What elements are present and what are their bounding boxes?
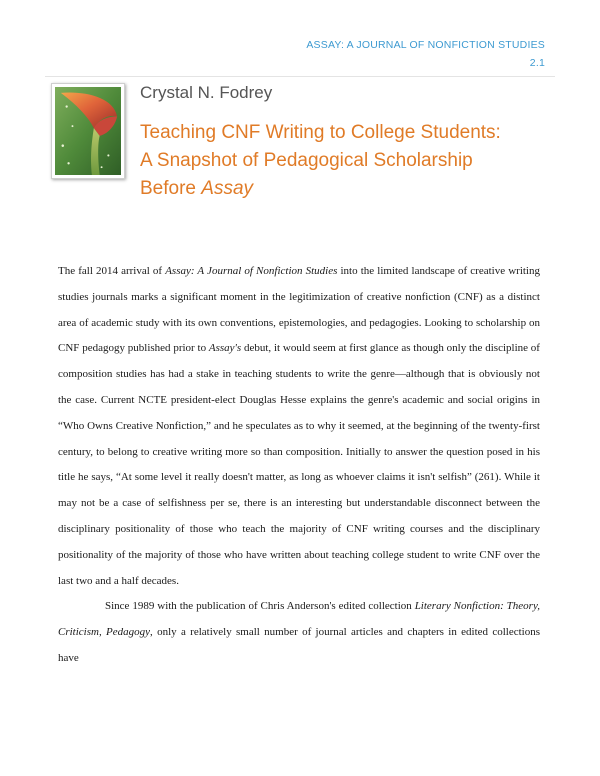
p1-journal-possessive: Assay's: [208, 342, 242, 355]
issue-number: 2.1: [529, 57, 545, 69]
header-divider: [45, 76, 555, 77]
author-photo: [51, 83, 125, 179]
p1-text-2: into the limited landscape of creative writing studies journals marks a significant moment in the legitimization of creative nonfiction (CNF) as a distinct area of academic study with its own conventions, epistemologies, and pedagogies. Looking to scholarship on CNF pedagogy published prior to: [58, 265, 540, 355]
paragraph-2: [58, 594, 540, 671]
journal-name: ASSAY: A JOURNAL OF NONFICTION STUDIES: [306, 39, 545, 51]
article-title: [140, 119, 540, 203]
title-line-3: [140, 175, 540, 203]
calla-lily-photo-icon: [55, 87, 121, 175]
title-line-3-prefix: Before: [140, 178, 202, 199]
paragraph-1: [58, 259, 540, 594]
p1-journal-title: Assay: A Journal of Nonfiction Studies: [165, 265, 338, 277]
title-line-2: A Snapshot of Pedagogical Scholarship: [140, 150, 473, 171]
running-head: [306, 36, 545, 72]
article-body: [58, 259, 540, 672]
p1-text-1: The fall 2014 arrival of: [58, 265, 166, 277]
p1-text-3: debut, it would seem at first glance as though only the discipline of composition studies has had a stake in teaching students to write the genre—although that is obviously not the case. Current NCTE president-elect Douglas Hesse explains the genre's academic and social origins in “Who Owns Creative Nonfiction,” and he speculates as to why it seemed, at the beginning of the twenty-first century, to belong to creative writing more so than composition. Initially to answer the question posed in his title he says, “At some level it really doesn't matter, as long as whoever claims it isn't selfish” (261). While it may not be a case of selfishness per se, there is an interesting but understandable disconnect between the disciplinary positionality of those who teach the majority of CNF writing courses and the disciplinary positionality of the majority of those who have written about teaching college student to write CNF over the last two and a half decades.: [58, 342, 540, 587]
p2-text-2: , only a relatively small number of journal articles and chapters in edited collections have: [58, 626, 541, 664]
p2-book-title: Literary Nonfiction: Theory, Criticism, Pedagogy: [58, 600, 540, 639]
title-line-1: Teaching CNF Writing to College Students:: [140, 122, 501, 143]
author-name: Crystal N. Fodrey: [140, 83, 273, 102]
title-journal-italic: Assay: [201, 178, 254, 199]
p2-text-1: Since 1989 with the publication of Chris Anderson's edited collection: [105, 600, 415, 613]
